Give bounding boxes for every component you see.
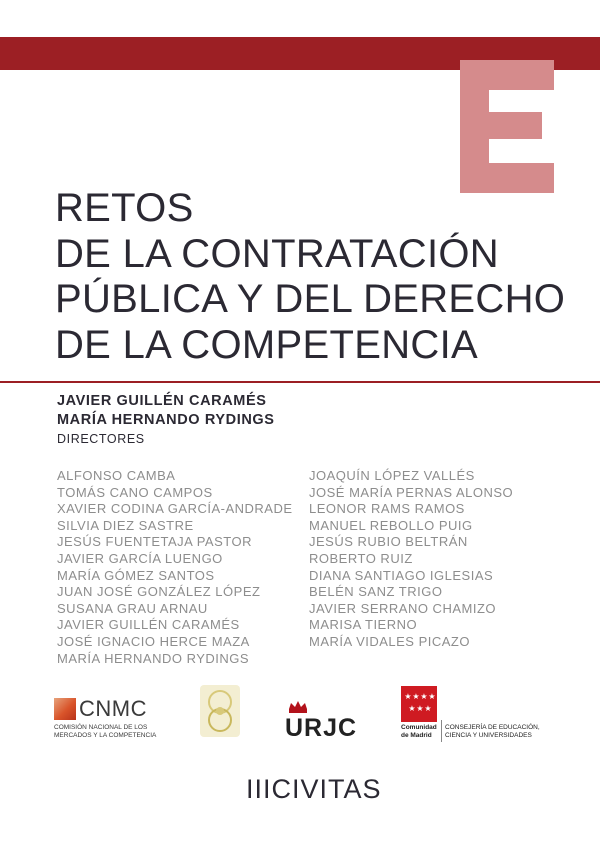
author-name: SUSANA GRAU ARNAU — [57, 600, 208, 616]
author-name: JOSÉ IGNACIO HERCE MAZA — [57, 633, 250, 649]
cnmc-subtitle-line: COMISIÓN NACIONAL DE LOS — [54, 724, 148, 731]
madrid-department-line: CIENCIA Y UNIVERSIDADES — [445, 732, 532, 739]
author-name: JUAN JOSÉ GONZÁLEZ LÓPEZ — [57, 584, 261, 600]
author-name: MARÍA GÓMEZ SANTOS — [57, 567, 215, 583]
madrid-name — [401, 724, 437, 740]
series-letter-e-icon — [460, 60, 554, 193]
author-name: JAVIER SERRANO CHAMIZO — [309, 600, 497, 616]
author-name: JESÚS RUBIO BELTRÁN — [309, 534, 468, 550]
comunidad-madrid-logo — [401, 686, 551, 746]
title-line: DE LA CONTRATACIÓN — [55, 231, 499, 276]
author-name: JAVIER GARCÍA LUENGO — [57, 550, 223, 566]
urjc-logo — [285, 700, 357, 746]
madrid-department-line: CONSEJERÍA DE EDUCACIÓN, — [445, 724, 540, 731]
author-name: LEONOR RAMS RAMOS — [309, 501, 465, 517]
author-name: MARISA TIERNO — [309, 617, 418, 633]
urjc-wordmark: URJC — [285, 714, 358, 742]
svg-text:★: ★ — [428, 692, 436, 701]
cnmc-subtitle — [54, 724, 164, 740]
cnmc-logo — [54, 696, 158, 742]
directors-role-label: DIRECTORES — [57, 432, 145, 446]
author-name: MANUEL REBOLLO PUIG — [309, 517, 473, 533]
director-name: MARÍA HERNANDO RYDINGS — [57, 412, 275, 428]
divider-rule — [0, 381, 600, 383]
title-line: RETOS — [55, 186, 194, 230]
svg-text:★: ★ — [404, 692, 412, 701]
director-name: JAVIER GUILLÉN CARAMÉS — [57, 393, 267, 409]
madrid-flag-stars-icon — [401, 686, 437, 722]
author-name: XAVIER CODINA GARCÍA-ANDRADE — [57, 501, 293, 517]
author-name: ALFONSO CAMBA — [57, 468, 176, 483]
author-name: JESÚS FUENTETAJA PASTOR — [57, 534, 252, 550]
authors-list-left — [57, 468, 293, 667]
book-title — [55, 186, 565, 368]
directors-block — [57, 392, 275, 449]
author-name: MARÍA VIDALES PICAZO — [309, 633, 470, 649]
svg-text:★: ★ — [424, 704, 432, 713]
cnmc-subtitle-line: MERCADOS Y LA COMPETENCIA — [54, 732, 157, 739]
circular-seal-logo-icon — [200, 685, 240, 737]
svg-text:★: ★ — [412, 692, 420, 701]
author-name: JOAQUÍN LÓPEZ VALLÉS — [309, 468, 475, 483]
svg-text:★: ★ — [408, 704, 416, 713]
author-name: BELÉN SANZ TRIGO — [309, 584, 443, 600]
crown-icon — [287, 700, 309, 714]
author-name: MARÍA HERNANDO RYDINGS — [57, 650, 250, 666]
cnmc-wordmark: CNMC — [79, 696, 147, 721]
svg-text:★: ★ — [416, 704, 424, 713]
madrid-department — [445, 724, 540, 740]
madrid-divider — [441, 720, 442, 742]
author-name: TOMÁS CANO CAMPOS — [57, 484, 213, 500]
title-line: PÚBLICA Y DEL DERECHO — [55, 277, 566, 321]
author-name: JAVIER GUILLÉN CARAMÉS — [57, 617, 240, 633]
author-name: DIANA SANTIAGO IGLESIAS — [309, 567, 494, 583]
madrid-name-line: Comunidad — [401, 724, 437, 731]
author-name: JOSÉ MARÍA PERNAS ALONSO — [309, 484, 514, 500]
madrid-name-line: de Madrid — [401, 732, 432, 739]
svg-text:★: ★ — [420, 692, 428, 701]
cnmc-square-logo-icon — [54, 698, 76, 720]
publisher-civitas-logo: IIICIVITAS — [246, 774, 382, 804]
authors-list-right — [309, 468, 513, 651]
title-line: DE LA COMPETENCIA — [55, 322, 478, 367]
author-name: ROBERTO RUIZ — [309, 550, 413, 566]
author-name: SILVIA DIEZ SASTRE — [57, 517, 194, 533]
